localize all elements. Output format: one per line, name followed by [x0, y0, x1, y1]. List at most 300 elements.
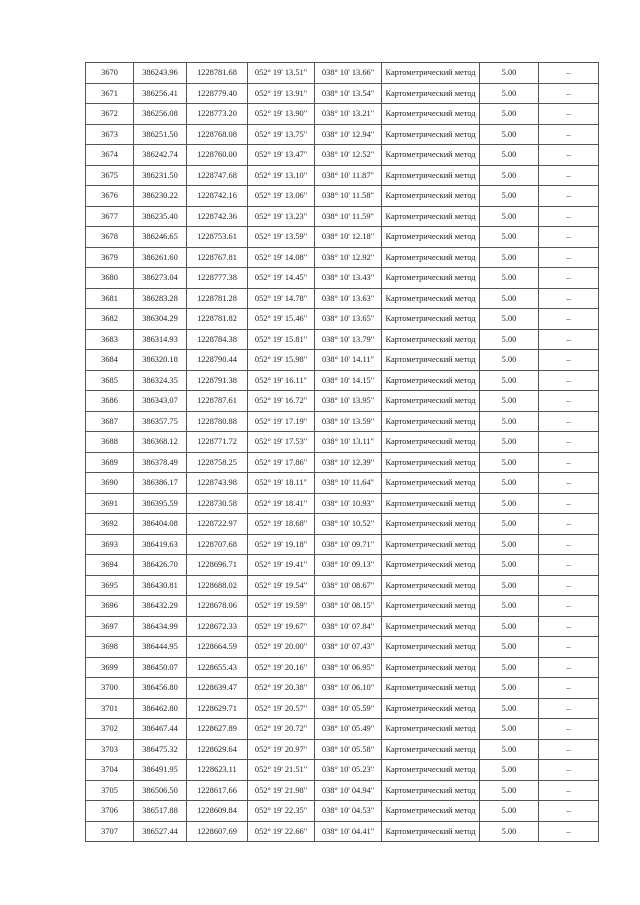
longitude: 038° 10' 14.11" — [315, 350, 382, 371]
longitude: 038° 10' 13.21" — [315, 104, 382, 125]
latitude: 052° 19' 19.54" — [248, 575, 315, 596]
coord-y: 1228791.38 — [187, 370, 248, 391]
coord-x: 386430.81 — [134, 575, 187, 596]
point-number: 3697 — [86, 616, 134, 637]
table-row — [86, 206, 599, 227]
coord-y: 1228760.00 — [187, 145, 248, 166]
longitude: 038° 10' 12.94" — [315, 124, 382, 145]
method: Картометрический метод — [382, 145, 480, 166]
table-row — [86, 739, 599, 760]
coord-x: 386444.95 — [134, 637, 187, 658]
error-value: 5.00 — [480, 493, 539, 514]
method: Картометрический метод — [382, 780, 480, 801]
table-row — [86, 288, 599, 309]
point-number: 3696 — [86, 596, 134, 617]
latitude: 052° 19' 17.53" — [248, 432, 315, 453]
coord-y: 1228773.20 — [187, 104, 248, 125]
point-number: 3683 — [86, 329, 134, 350]
note: – — [539, 493, 599, 514]
table-row — [86, 268, 599, 289]
table-row — [86, 596, 599, 617]
table-row — [86, 514, 599, 535]
table-row — [86, 678, 599, 699]
method: Картометрический метод — [382, 821, 480, 842]
error-value: 5.00 — [480, 227, 539, 248]
note: – — [539, 145, 599, 166]
error-value: 5.00 — [480, 452, 539, 473]
table-row — [86, 165, 599, 186]
longitude: 038° 10' 13.54" — [315, 83, 382, 104]
coord-x: 386467.44 — [134, 719, 187, 740]
longitude: 038° 10' 11.87" — [315, 165, 382, 186]
coord-y: 1228758.25 — [187, 452, 248, 473]
error-value: 5.00 — [480, 821, 539, 842]
longitude: 038° 10' 13.11" — [315, 432, 382, 453]
latitude: 052° 19' 14.08" — [248, 247, 315, 268]
method: Картометрический метод — [382, 124, 480, 145]
table-row — [86, 493, 599, 514]
error-value: 5.00 — [480, 780, 539, 801]
error-value: 5.00 — [480, 350, 539, 371]
longitude: 038° 10' 05.59" — [315, 698, 382, 719]
error-value: 5.00 — [480, 739, 539, 760]
method: Картометрический метод — [382, 473, 480, 494]
longitude: 038° 10' 06.10" — [315, 678, 382, 699]
coord-y: 1228742.16 — [187, 186, 248, 207]
coord-x: 386251.50 — [134, 124, 187, 145]
table-row — [86, 452, 599, 473]
point-number: 3684 — [86, 350, 134, 371]
method: Картометрический метод — [382, 678, 480, 699]
coord-x: 386256.08 — [134, 104, 187, 125]
note: – — [539, 370, 599, 391]
latitude: 052° 19' 18.41" — [248, 493, 315, 514]
method: Картометрический метод — [382, 698, 480, 719]
latitude: 052° 19' 18.11" — [248, 473, 315, 494]
table-row — [86, 821, 599, 842]
table-row — [86, 698, 599, 719]
point-number: 3704 — [86, 760, 134, 781]
note: – — [539, 247, 599, 268]
error-value: 5.00 — [480, 719, 539, 740]
latitude: 052° 19' 15.98" — [248, 350, 315, 371]
longitude: 038° 10' 12.39" — [315, 452, 382, 473]
error-value: 5.00 — [480, 555, 539, 576]
note: – — [539, 411, 599, 432]
table-row — [86, 370, 599, 391]
table-row — [86, 124, 599, 145]
latitude: 052° 19' 13.10" — [248, 165, 315, 186]
longitude: 038° 10' 13.66" — [315, 63, 382, 84]
coord-x: 386235.40 — [134, 206, 187, 227]
point-number: 3686 — [86, 391, 134, 412]
coord-y: 1228779.40 — [187, 83, 248, 104]
point-number: 3674 — [86, 145, 134, 166]
method: Картометрический метод — [382, 309, 480, 330]
point-number: 3689 — [86, 452, 134, 473]
table-row — [86, 719, 599, 740]
note: – — [539, 83, 599, 104]
latitude: 052° 19' 20.97" — [248, 739, 315, 760]
note: – — [539, 227, 599, 248]
coord-x: 386242.74 — [134, 145, 187, 166]
latitude: 052° 19' 13.51" — [248, 63, 315, 84]
error-value: 5.00 — [480, 63, 539, 84]
error-value: 5.00 — [480, 268, 539, 289]
point-number: 3671 — [86, 83, 134, 104]
point-number: 3685 — [86, 370, 134, 391]
error-value: 5.00 — [480, 801, 539, 822]
latitude: 052° 19' 19.67" — [248, 616, 315, 637]
coord-x: 386462.80 — [134, 698, 187, 719]
note: – — [539, 801, 599, 822]
coord-y: 1228753.61 — [187, 227, 248, 248]
table-row — [86, 575, 599, 596]
point-number: 3700 — [86, 678, 134, 699]
point-number: 3687 — [86, 411, 134, 432]
note: – — [539, 124, 599, 145]
longitude: 038° 10' 07.43" — [315, 637, 382, 658]
method: Картометрический метод — [382, 370, 480, 391]
method: Картометрический метод — [382, 616, 480, 637]
longitude: 038° 10' 13.59" — [315, 411, 382, 432]
error-value: 5.00 — [480, 678, 539, 699]
longitude: 038° 10' 08.67" — [315, 575, 382, 596]
note: – — [539, 657, 599, 678]
longitude: 038° 10' 13.95" — [315, 391, 382, 412]
error-value: 5.00 — [480, 473, 539, 494]
coord-y: 1228777.38 — [187, 268, 248, 289]
table-row — [86, 247, 599, 268]
latitude: 052° 19' 19.41" — [248, 555, 315, 576]
coord-x: 386432.29 — [134, 596, 187, 617]
coord-x: 386246.65 — [134, 227, 187, 248]
note: – — [539, 63, 599, 84]
coord-y: 1228784.38 — [187, 329, 248, 350]
error-value: 5.00 — [480, 432, 539, 453]
latitude: 052° 19' 21.51" — [248, 760, 315, 781]
coord-y: 1228627.89 — [187, 719, 248, 740]
table-row — [86, 534, 599, 555]
point-number: 3698 — [86, 637, 134, 658]
longitude: 038° 10' 10.93" — [315, 493, 382, 514]
coord-y: 1228678.06 — [187, 596, 248, 617]
note: – — [539, 288, 599, 309]
note: – — [539, 780, 599, 801]
point-number: 3679 — [86, 247, 134, 268]
longitude: 038° 10' 11.59" — [315, 206, 382, 227]
coord-x: 386506.50 — [134, 780, 187, 801]
method: Картометрический метод — [382, 555, 480, 576]
table-row — [86, 555, 599, 576]
method: Картометрический метод — [382, 534, 480, 555]
latitude: 052° 19' 20.57" — [248, 698, 315, 719]
point-number: 3702 — [86, 719, 134, 740]
longitude: 038° 10' 12.52" — [315, 145, 382, 166]
method: Картометрический метод — [382, 657, 480, 678]
method: Картометрический метод — [382, 227, 480, 248]
method: Картометрический метод — [382, 63, 480, 84]
error-value: 5.00 — [480, 596, 539, 617]
coord-y: 1228730.58 — [187, 493, 248, 514]
longitude: 038° 10' 11.64" — [315, 473, 382, 494]
error-value: 5.00 — [480, 186, 539, 207]
method: Картометрический метод — [382, 186, 480, 207]
note: – — [539, 616, 599, 637]
point-number: 3690 — [86, 473, 134, 494]
table-row — [86, 145, 599, 166]
method: Картометрический метод — [382, 350, 480, 371]
latitude: 052° 19' 16.72" — [248, 391, 315, 412]
error-value: 5.00 — [480, 309, 539, 330]
latitude: 052° 19' 13.23" — [248, 206, 315, 227]
error-value: 5.00 — [480, 411, 539, 432]
method: Картометрический метод — [382, 83, 480, 104]
coord-x: 386304.29 — [134, 309, 187, 330]
method: Картометрический метод — [382, 206, 480, 227]
coord-y: 1228790.44 — [187, 350, 248, 371]
coord-y: 1228617.66 — [187, 780, 248, 801]
coord-y: 1228767.81 — [187, 247, 248, 268]
error-value: 5.00 — [480, 370, 539, 391]
coord-y: 1228743.98 — [187, 473, 248, 494]
method: Картометрический метод — [382, 104, 480, 125]
latitude: 052° 19' 20.00" — [248, 637, 315, 658]
coord-y: 1228722.97 — [187, 514, 248, 535]
error-value: 5.00 — [480, 514, 539, 535]
table-row — [86, 780, 599, 801]
point-number: 3672 — [86, 104, 134, 125]
coord-x: 386320.18 — [134, 350, 187, 371]
coord-y: 1228742.36 — [187, 206, 248, 227]
latitude: 052° 19' 19.59" — [248, 596, 315, 617]
error-value: 5.00 — [480, 104, 539, 125]
longitude: 038° 10' 10.52" — [315, 514, 382, 535]
latitude: 052° 19' 13.59" — [248, 227, 315, 248]
coord-x: 386527.44 — [134, 821, 187, 842]
note: – — [539, 452, 599, 473]
table-row — [86, 186, 599, 207]
point-number: 3680 — [86, 268, 134, 289]
coord-y: 1228768.08 — [187, 124, 248, 145]
note: – — [539, 104, 599, 125]
latitude: 052° 19' 18.68" — [248, 514, 315, 535]
note: – — [539, 678, 599, 699]
coord-x: 386517.88 — [134, 801, 187, 822]
longitude: 038° 10' 04.41" — [315, 821, 382, 842]
latitude: 052° 19' 13.90" — [248, 104, 315, 125]
method: Картометрический метод — [382, 514, 480, 535]
point-number: 3706 — [86, 801, 134, 822]
note: – — [539, 165, 599, 186]
method: Картометрический метод — [382, 432, 480, 453]
note: – — [539, 698, 599, 719]
latitude: 052° 19' 20.16" — [248, 657, 315, 678]
coord-x: 386283.28 — [134, 288, 187, 309]
coord-y: 1228707.68 — [187, 534, 248, 555]
point-number: 3675 — [86, 165, 134, 186]
error-value: 5.00 — [480, 616, 539, 637]
note: – — [539, 391, 599, 412]
point-number: 3695 — [86, 575, 134, 596]
note: – — [539, 760, 599, 781]
longitude: 038° 10' 05.23" — [315, 760, 382, 781]
table-row — [86, 227, 599, 248]
coord-x: 386456.80 — [134, 678, 187, 699]
table-body — [86, 63, 599, 842]
point-number: 3701 — [86, 698, 134, 719]
error-value: 5.00 — [480, 145, 539, 166]
table-row — [86, 83, 599, 104]
latitude: 052° 19' 17.86" — [248, 452, 315, 473]
latitude: 052° 19' 15.81" — [248, 329, 315, 350]
method: Картометрический метод — [382, 329, 480, 350]
coord-x: 386426.70 — [134, 555, 187, 576]
method: Картометрический метод — [382, 760, 480, 781]
longitude: 038° 10' 06.95" — [315, 657, 382, 678]
coord-y: 1228781.28 — [187, 288, 248, 309]
longitude: 038° 10' 09.13" — [315, 555, 382, 576]
note: – — [539, 186, 599, 207]
note: – — [539, 309, 599, 330]
error-value: 5.00 — [480, 698, 539, 719]
coord-y: 1228607.69 — [187, 821, 248, 842]
coord-y: 1228781.68 — [187, 63, 248, 84]
coord-x: 386357.75 — [134, 411, 187, 432]
table-row — [86, 329, 599, 350]
point-number: 3707 — [86, 821, 134, 842]
method: Картометрический метод — [382, 637, 480, 658]
error-value: 5.00 — [480, 83, 539, 104]
coord-y: 1228780.88 — [187, 411, 248, 432]
note: – — [539, 821, 599, 842]
latitude: 052° 19' 17.19" — [248, 411, 315, 432]
coordinates-table — [85, 62, 599, 842]
method: Картометрический метод — [382, 268, 480, 289]
coord-y: 1228771.72 — [187, 432, 248, 453]
coord-y: 1228664.59 — [187, 637, 248, 658]
longitude: 038° 10' 13.63" — [315, 288, 382, 309]
latitude: 052° 19' 14.78" — [248, 288, 315, 309]
method: Картометрический метод — [382, 719, 480, 740]
coord-y: 1228639.47 — [187, 678, 248, 699]
point-number: 3676 — [86, 186, 134, 207]
longitude: 038° 10' 04.53" — [315, 801, 382, 822]
point-number: 3670 — [86, 63, 134, 84]
table-row — [86, 657, 599, 678]
coord-y: 1228672.33 — [187, 616, 248, 637]
point-number: 3692 — [86, 514, 134, 535]
coord-x: 386386.17 — [134, 473, 187, 494]
latitude: 052° 19' 22.35" — [248, 801, 315, 822]
longitude: 038° 10' 12.18" — [315, 227, 382, 248]
table-row — [86, 637, 599, 658]
coord-x: 386261.60 — [134, 247, 187, 268]
method: Картометрический метод — [382, 575, 480, 596]
coord-x: 386434.99 — [134, 616, 187, 637]
table-row — [86, 432, 599, 453]
longitude: 038° 10' 05.49" — [315, 719, 382, 740]
method: Картометрический метод — [382, 801, 480, 822]
longitude: 038° 10' 11.58" — [315, 186, 382, 207]
longitude: 038° 10' 08.15" — [315, 596, 382, 617]
note: – — [539, 329, 599, 350]
method: Картометрический метод — [382, 391, 480, 412]
method: Картометрический метод — [382, 739, 480, 760]
table-row — [86, 616, 599, 637]
point-number: 3681 — [86, 288, 134, 309]
point-number: 3693 — [86, 534, 134, 555]
coord-x: 386491.95 — [134, 760, 187, 781]
error-value: 5.00 — [480, 637, 539, 658]
point-number: 3694 — [86, 555, 134, 576]
method: Картометрический метод — [382, 452, 480, 473]
error-value: 5.00 — [480, 247, 539, 268]
error-value: 5.00 — [480, 534, 539, 555]
method: Картометрический метод — [382, 493, 480, 514]
coord-y: 1228688.02 — [187, 575, 248, 596]
point-number: 3677 — [86, 206, 134, 227]
coord-x: 386230.22 — [134, 186, 187, 207]
longitude: 038° 10' 07.84" — [315, 616, 382, 637]
coord-x: 386419.63 — [134, 534, 187, 555]
method: Картометрический метод — [382, 411, 480, 432]
coord-y: 1228696.71 — [187, 555, 248, 576]
longitude: 038° 10' 14.15" — [315, 370, 382, 391]
error-value: 5.00 — [480, 760, 539, 781]
table-row — [86, 801, 599, 822]
coord-x: 386395.59 — [134, 493, 187, 514]
coord-x: 386273.04 — [134, 268, 187, 289]
note: – — [539, 432, 599, 453]
note: – — [539, 206, 599, 227]
note: – — [539, 534, 599, 555]
method: Картометрический метод — [382, 596, 480, 617]
coord-x: 386450.07 — [134, 657, 187, 678]
coord-x: 386256.41 — [134, 83, 187, 104]
table-row — [86, 760, 599, 781]
latitude: 052° 19' 22.66" — [248, 821, 315, 842]
note: – — [539, 575, 599, 596]
method: Картометрический метод — [382, 165, 480, 186]
error-value: 5.00 — [480, 165, 539, 186]
table-row — [86, 63, 599, 84]
longitude: 038° 10' 13.79" — [315, 329, 382, 350]
coord-y: 1228747.68 — [187, 165, 248, 186]
note: – — [539, 268, 599, 289]
longitude: 038° 10' 05.58" — [315, 739, 382, 760]
error-value: 5.00 — [480, 124, 539, 145]
note: – — [539, 739, 599, 760]
error-value: 5.00 — [480, 206, 539, 227]
note: – — [539, 596, 599, 617]
table-row — [86, 309, 599, 330]
coord-x: 386231.50 — [134, 165, 187, 186]
latitude: 052° 19' 13.06" — [248, 186, 315, 207]
latitude: 052° 19' 15.46" — [248, 309, 315, 330]
coord-y: 1228629.64 — [187, 739, 248, 760]
latitude: 052° 19' 21.98" — [248, 780, 315, 801]
error-value: 5.00 — [480, 329, 539, 350]
point-number: 3682 — [86, 309, 134, 330]
table-row — [86, 350, 599, 371]
coord-x: 386378.49 — [134, 452, 187, 473]
coord-y: 1228655.43 — [187, 657, 248, 678]
longitude: 038° 10' 09.71" — [315, 534, 382, 555]
point-number: 3699 — [86, 657, 134, 678]
note: – — [539, 473, 599, 494]
note: – — [539, 514, 599, 535]
